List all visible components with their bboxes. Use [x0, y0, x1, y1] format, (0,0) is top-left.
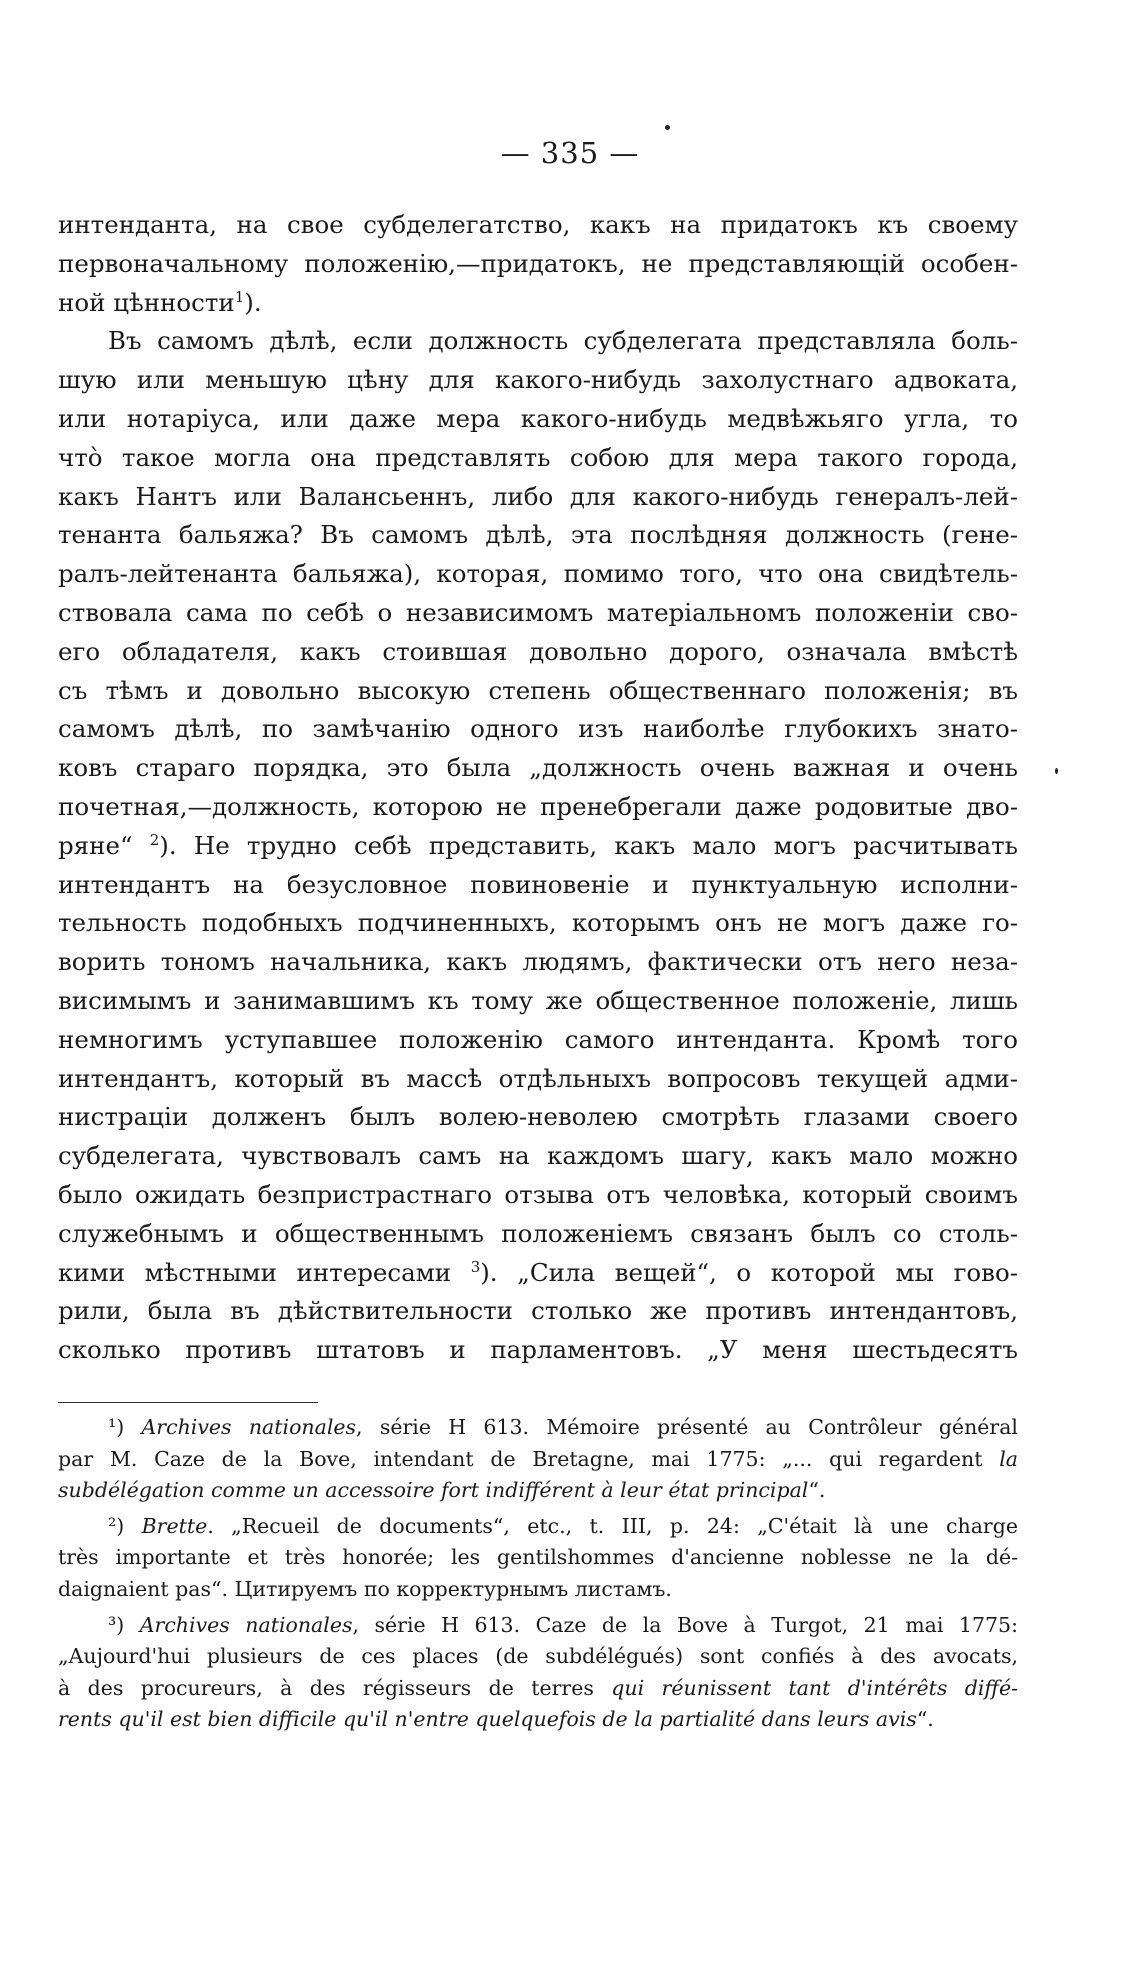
body-line: или нотаріуса, или даже мера какого-нибудь медвѣжьяго угла, то [58, 403, 1018, 433]
footnote-source: Archives nationales [139, 1612, 353, 1637]
footnote-italic: rents qu'il est bien difficile qu'il n'entre quelquefois de la partialité dans leurs avis [58, 1707, 917, 1732]
footnote-line [58, 1444, 1018, 1476]
footnote-line [58, 1610, 1018, 1642]
body-line: интендантъ на безусловное повиновеніе и пунктуальную исполни- [58, 869, 1018, 899]
body-line: интенданта, на свое субделегатство, какъ на придатокъ къ своему [58, 210, 1018, 239]
footnote-divider [58, 1402, 318, 1403]
body-line [58, 1254, 1018, 1293]
footnote-line [58, 1704, 1018, 1736]
footnote-mark: ³) [108, 1612, 125, 1637]
footnote-italic: qui réunissent tant d'intérêts diffé- [611, 1675, 1018, 1700]
body-line: субделегата, чувствовалъ самъ на каждомъ шагу, какъ мало можно [58, 1141, 1018, 1171]
footnote-2 [58, 1511, 1018, 1606]
footnote-line: très importante et très honorée; les gentilshommes d'ancienne noblesse ne la dé- [58, 1545, 1018, 1570]
body-line: интендантъ, который въ массѣ отдѣльныхъ вопросовъ текущей адми- [58, 1063, 1018, 1093]
footnote-text: “. [916, 1707, 934, 1732]
footnote-1 [58, 1412, 1018, 1507]
footnote-mark: ²) [108, 1513, 125, 1538]
body-line: тенанта бальяжа? Въ самомъ дѣлѣ, эта послѣдняя должность (гене- [58, 520, 1018, 550]
body-line: что̀ такое могла она представлять собою для мера такого города, [58, 442, 1018, 472]
body-line: какъ Нантъ или Валансьеннъ, либо для какого-нибудь генералъ-лей- [58, 481, 1018, 511]
footnote-line: „Aujourd'hui plusieurs de ces places (de subdélégués) sont confiés à des avocats, [58, 1644, 1018, 1669]
body-line: было ожидать безпристрастнаго отзыва отъ человѣка, который своимъ [58, 1179, 1018, 1209]
footnote-text: “. [808, 1478, 826, 1503]
footnote-italic: la [999, 1446, 1018, 1471]
body-line [58, 284, 1018, 323]
body-line: сколько противъ штатовъ и парламентовъ. „У меня шестьдесятъ [58, 1335, 1018, 1365]
footnote-line [58, 1511, 1018, 1543]
footnote-source: Brette [141, 1513, 208, 1538]
body-line: съ тѣмъ и довольно высокую степень общественнаго положенія; въ [58, 675, 1018, 705]
body-line-text: ряне“ [58, 830, 133, 860]
footnote-3 [58, 1610, 1018, 1736]
body-line: шую или меньшую цѣну для какого-нибудь захолустнаго адвоката, [58, 365, 1018, 395]
body-line: ралъ-лейтенанта бальяжа), которая, помимо того, что она свидѣтель- [58, 559, 1018, 589]
body-line: самомъ дѣлѣ, по замѣчанію одного изъ наиболѣе глубокихъ знато- [58, 714, 1018, 744]
body-line: Въ самомъ дѣлѣ, если должность субделегата представляла боль- [108, 326, 1018, 356]
body-line: почетная,—должность, которою не пренебрегали даже родовитые дво- [58, 791, 1018, 821]
body-line-text: ). „Сила вещей“, о которой мы гово- [480, 1257, 1018, 1287]
closing-paren: ). [244, 287, 262, 317]
page-number: — 335 — [500, 136, 640, 170]
body-line: висимымъ и занимавшимъ къ тому же общественное положеніе, лишь [58, 985, 1018, 1015]
body-line: первоначальному положенію,—придатокъ, не представляющій особен- [58, 248, 1018, 278]
body-line-text: ной цѣнности [58, 287, 235, 317]
footnotes [58, 1412, 1018, 1736]
body-line: ворить тономъ начальника, какъ людямъ, фактически отъ него неза- [58, 947, 1018, 977]
body-line [58, 827, 1018, 866]
body-line: нистраціи долженъ былъ волею-неволею смотрѣть глазами своего [58, 1102, 1018, 1132]
footnote-line: daignaient pas“. Цитируемъ по корректурнымъ листамъ. [58, 1576, 672, 1601]
footnote-line [58, 1673, 1018, 1705]
body-line: немногимъ уступавшее положенію самого интенданта. Кромѣ того [58, 1024, 1018, 1054]
body-line-text: кими мѣстными интересами [58, 1257, 452, 1287]
footnote-text: à des procureurs, à des régisseurs de terres [58, 1675, 612, 1700]
footnote-ref: 3 [470, 1257, 481, 1276]
print-speck-margin [1055, 768, 1058, 774]
body-line-text: ). Не трудно себѣ представить, какъ мало могъ расчитывать [159, 830, 1018, 860]
footnote-text: , série H 613. Mémoire présenté au Contrôleur général [356, 1415, 1018, 1439]
footnote-italic: subdélégation comme un accessoire fort indifférent à leur état principal [58, 1478, 809, 1503]
body-text [58, 206, 1018, 1370]
footnote-text: . „Recueil de documents“, etc., t. III, p. 24: „C'était là une charge [207, 1513, 1018, 1538]
footnote-source: Archives nationales [141, 1415, 357, 1439]
footnote-ref: 2 [149, 830, 160, 849]
body-line: служебнымъ и общественнымъ положеніемъ связанъ былъ со столь- [58, 1218, 1018, 1248]
footnote-mark: ¹) [108, 1415, 125, 1439]
footnote-line [58, 1475, 1018, 1507]
body-line: ствовала сама по себѣ о независимомъ матеріальномъ положеніи сво- [58, 597, 1018, 627]
print-speck-top [665, 125, 670, 130]
body-line: ковъ стараго порядка, это была „должность очень важная и очень [58, 753, 1018, 783]
footnote-line [58, 1412, 1018, 1444]
footnote-ref: 1 [234, 287, 245, 306]
footnote-text: , série H 613. Caze de la Bove à Turgot, 21 mai 1775: [352, 1612, 1018, 1637]
body-line: его обладателя, какъ стоившая довольно дорого, означала вмѣстѣ [58, 636, 1018, 666]
body-line: рили, была въ дѣйствительности столько же противъ интендантовъ, [58, 1296, 1018, 1326]
footnote-text: par M. Caze de la Bove, intendant de Bretagne, mai 1775: „... qui regardent [58, 1446, 1000, 1471]
body-line: тельность подобныхъ подчиненныхъ, которымъ онъ не могъ даже го- [58, 908, 1018, 938]
